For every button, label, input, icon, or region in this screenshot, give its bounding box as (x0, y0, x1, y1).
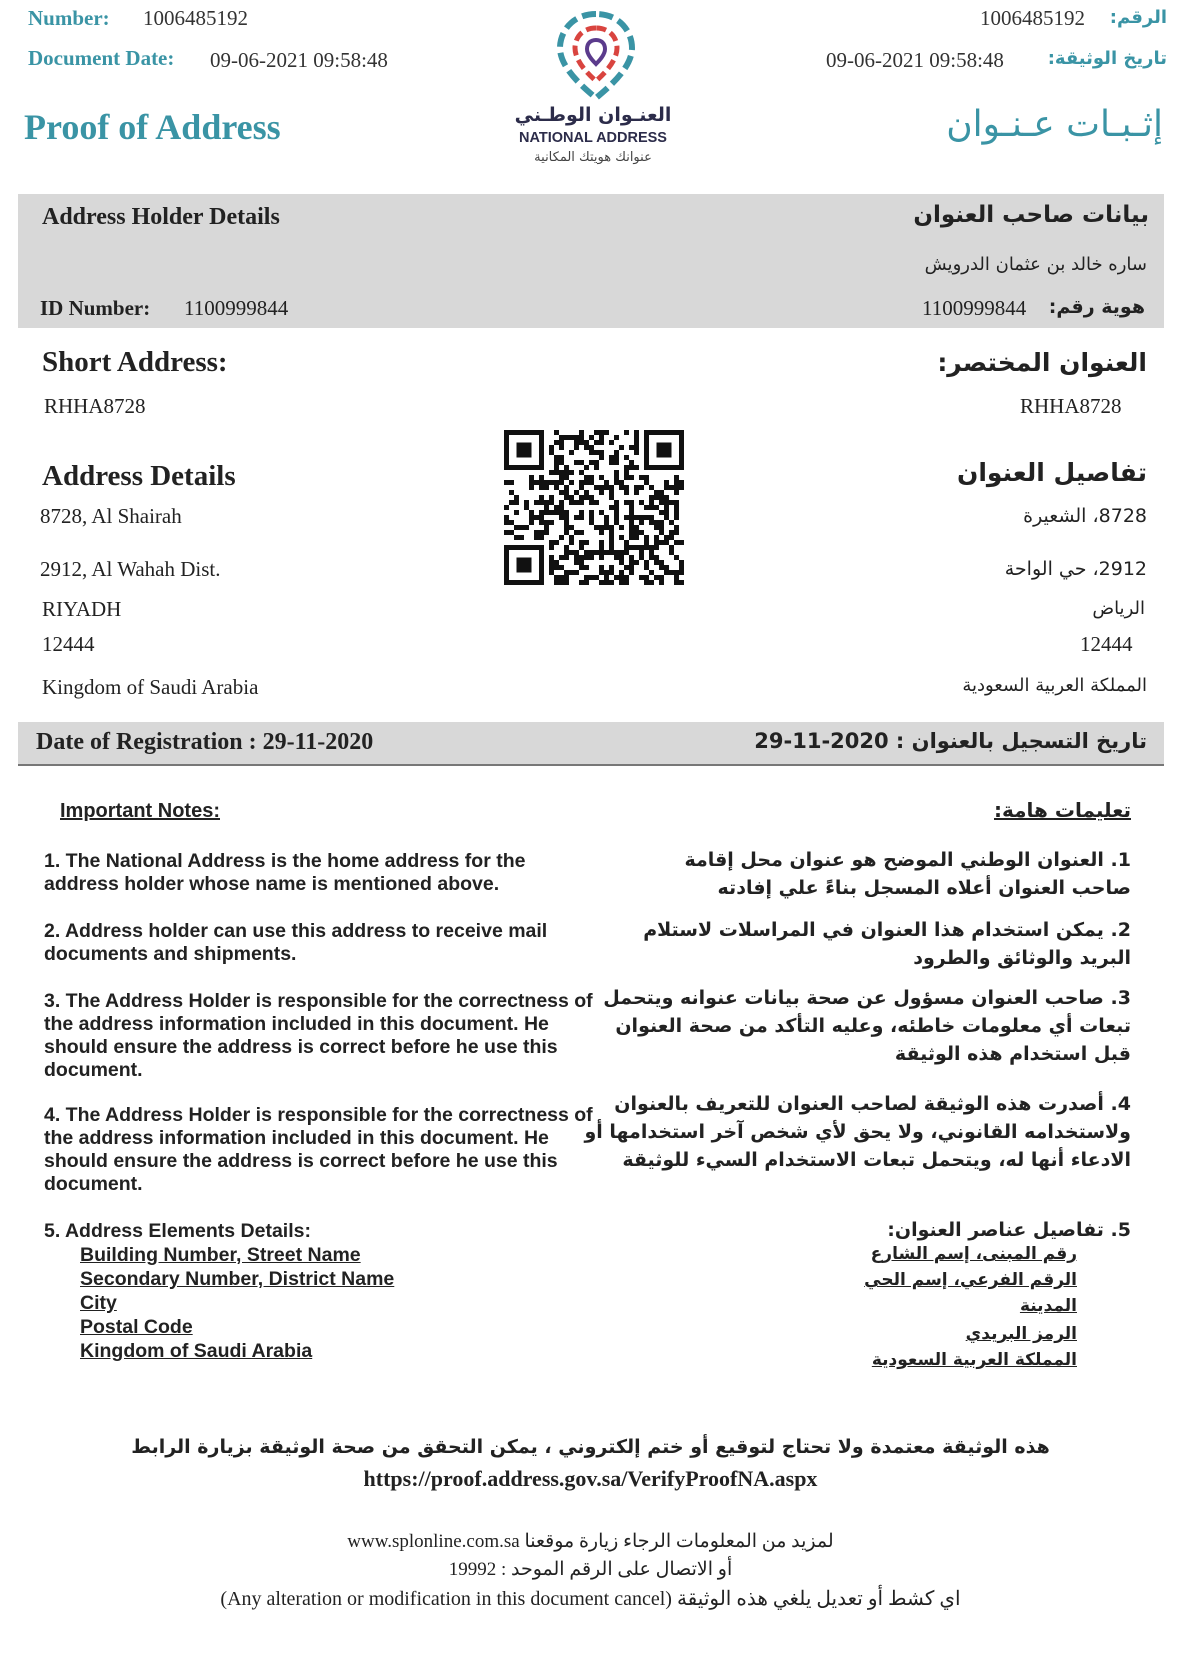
holder-heading-en: Address Holder Details (42, 204, 280, 230)
qr-code (504, 430, 684, 586)
postal-code-en: 12444 (42, 632, 95, 656)
elements-title-ar: 5. تفاصيل عناصر العنوان: (887, 1219, 1131, 1241)
holder-heading-ar: بيانات صاحب العنوان (913, 202, 1149, 228)
logo-text-ar: العنـوان الوطـني (514, 104, 672, 126)
notes-heading-ar: تعليمات هامة: (994, 798, 1131, 822)
note-3-ar: 3. صاحب العنوان مسؤول عن صحة بيانات عنوانه ويتحمل تبعات أي معلومات خاطئه، وعليه التأكد من صحة العنوان قبل استخدام هذه الوثيقة (603, 987, 1131, 1065)
footer-website-line: www.splonline.com.sa لمزيد من المعلومات الرجاء زيارة موقعنا (347, 1531, 834, 1552)
element-1-en: Building Number, Street Name (80, 1244, 361, 1266)
id-label-ar: هوية رقم: (1048, 296, 1145, 318)
address-line2-en: 2912, Al Wahah Dist. (40, 557, 221, 581)
element-4-ar: الرمز البريدي (965, 1324, 1077, 1344)
document-date-label-ar: تاريخ الوثيقة: (1047, 48, 1167, 69)
note-4-ar: 4. أصدرت هذه الوثيقة لصاحب العنوان للتعريف بالعنوان ولاستخدامه القانوني، ولا يحق لأي شخص آخر استخدامها أو الادعاء أنها له، ويتحمل تبعات الاستخدام السيء للوثيقة (584, 1093, 1131, 1171)
holder-name-ar: ساره خالد بن عثمان الدرويش (924, 254, 1147, 275)
notes-heading-en: Important Notes: (60, 800, 220, 822)
number-value: 1006485192 (143, 6, 248, 30)
country-en: Kingdom of Saudi Arabia (42, 675, 259, 699)
address-heading-en: Address Details (42, 460, 236, 492)
address-line1-ar: 8728، الشعيرة (1023, 505, 1147, 527)
short-address-label-ar: العنوان المختصر: (937, 348, 1147, 377)
number-value-ar: 1006485192 (980, 6, 1085, 30)
id-value-en: 1100999844 (184, 296, 289, 320)
address-line1-en: 8728, Al Shairah (40, 504, 182, 528)
element-5-en: Kingdom of Saudi Arabia (80, 1340, 313, 1362)
city-en: RIYADH (42, 597, 122, 621)
element-3-en: City (80, 1292, 117, 1314)
document-date-value: 09-06-2021 09:58:48 (210, 48, 388, 72)
address-line2-ar: 2912، حي الواحة (1004, 558, 1147, 580)
note-3-en: 3. The Address Holder is responsible for the correctness of the address information included in this document. He should ensure the address is correct before he use this document. (44, 990, 593, 1081)
logo-tagline-ar: عنوانك هويتك المكانية (534, 150, 652, 165)
title-en: Proof of Address (24, 107, 281, 147)
verify-note-ar: هذه الوثيقة معتمدة ولا تحتاج لتوقيع أو ختم إلكتروني ، يمكن التحقق من صحة الوثيقة بزيارة الرابط (131, 1436, 1050, 1458)
note-2-en: 2. Address holder can use this address to receive mail documents and shipments. (44, 920, 548, 965)
number-label-ar: الرقم: (1109, 7, 1167, 28)
title-ar: إثـبـات عـنـوان (946, 104, 1163, 145)
registration-date-en: Date of Registration : 29-11-2020 (36, 729, 374, 755)
short-address-value-en: RHHA8728 (44, 394, 146, 418)
element-3-ar: المدينة (1019, 1296, 1077, 1316)
footer-phone-line: أو الاتصال على الرقم الموحد : 19992 (448, 1559, 733, 1580)
city-ar: الرياض (1092, 598, 1145, 619)
note-4-en: 4. The Address Holder is responsible for the correctness of the address information included in this document. He should ensure the address is correct before he use this document. (44, 1104, 593, 1195)
id-value-ar: 1100999844 (922, 296, 1027, 320)
national-address-pin-icon (548, 6, 644, 102)
footer-alteration-line: (Any alteration or modification in this document cancel) اي كشط أو تعديل يلغي هذه الوثيقة (220, 1588, 961, 1610)
id-label-en: ID Number: (40, 296, 151, 320)
short-address-value-ar: RHHA8728 (1020, 394, 1122, 418)
registration-date-ar: تاريخ التسجيل بالعنوان : 2020-11-29 (754, 729, 1147, 753)
element-1-ar: رقم المبنى، إسم الشارع (870, 1244, 1077, 1264)
postal-code-ar: 12444 (1080, 632, 1133, 656)
number-label: Number: (28, 6, 110, 30)
country-ar: المملكة العربية السعودية (962, 675, 1147, 696)
element-5-ar: المملكة العربية السعودية (871, 1350, 1077, 1370)
address-heading-ar: تفاصيل العنوان (956, 458, 1147, 487)
note-1-en: 1. The National Address is the home address for the address holder whose name is mentioned above. (44, 850, 526, 895)
short-address-label-en: Short Address: (42, 346, 228, 378)
elements-title-en: 5. Address Elements Details: (44, 1220, 311, 1242)
note-1-ar: 1. العنوان الوطني الموضح هو عنوان محل إقامة صاحب العنوان أعلاه المسجل بناءً علي إفادته (684, 849, 1131, 899)
document-date-label: Document Date: (28, 46, 175, 70)
document-date-value-ar: 09-06-2021 09:58:48 (826, 48, 1004, 72)
element-4-en: Postal Code (80, 1316, 193, 1338)
element-2-en: Secondary Number, District Name (80, 1268, 395, 1290)
verify-url[interactable]: https://proof.address.gov.sa/VerifyProofNA.aspx (363, 1466, 818, 1491)
logo-text-en: NATIONAL ADDRESS (519, 130, 667, 146)
note-2-ar: 2. يمكن استخدام هذا العنوان في المراسلات لاستلام البريد والوثائق والطرود (643, 919, 1131, 969)
element-2-ar: الرقم الفرعي، إسم الحي (864, 1270, 1077, 1290)
